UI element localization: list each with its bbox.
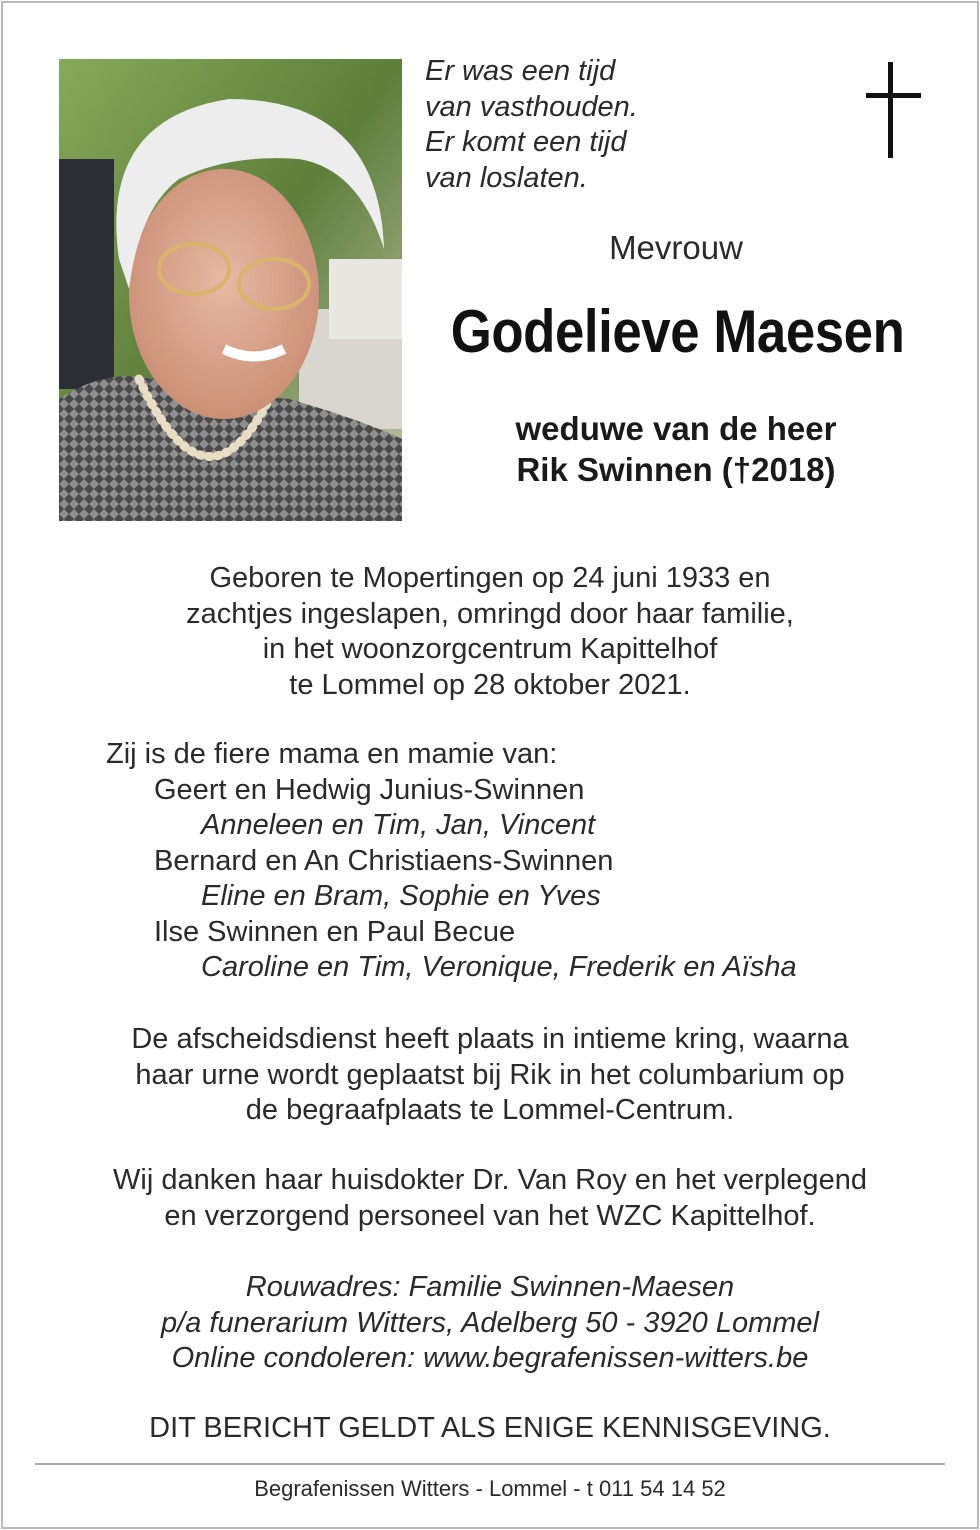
family-intro: Zij is de fiere mama en mamie van: [106, 738, 558, 770]
text-line: en verzorgend personeel van het WZC Kapittelhof. [164, 1199, 816, 1232]
text-line: Wij danken haar huisdokter Dr. Van Roy en het verplegend [113, 1164, 867, 1196]
portrait-photo [59, 59, 402, 521]
address-paragraph [0, 1270, 980, 1377]
notice: DIT BERICHT GELDT ALS ENIGE KENNISGEVING. [149, 1412, 831, 1444]
footer: Begrafenissen Witters - Lommel - t 011 54 14 52 [254, 1476, 726, 1501]
divider [35, 1463, 945, 1465]
poem-line: van loslaten. [425, 161, 588, 194]
grandchildren-names: Eline en Bram, Sophie en Yves [201, 880, 601, 912]
text-line: de begraafplaats te Lommel-Centrum. [245, 1094, 735, 1126]
portrait-image [59, 59, 402, 521]
text-line: Rouwadres: Familie Swinnen-Maesen [245, 1271, 735, 1303]
cross-icon-vertical [888, 62, 893, 158]
widow-line: weduwe van de heer [515, 410, 837, 447]
poem [425, 54, 785, 196]
deceased-name: Godelieve Maesen [450, 298, 905, 365]
child-names: Bernard en An Christiaens-Swinnen [154, 844, 614, 877]
text-line: in het woonzorgcentrum Kapittelhof [262, 633, 718, 665]
cross-icon-horizontal [866, 93, 921, 98]
birth-death-paragraph [0, 561, 980, 703]
grandchildren-names: Caroline en Tim, Veronique, Frederik en Aïsha [201, 951, 797, 983]
website-link[interactable]: Online condoleren: www.begrafenissen-witters.be [171, 1342, 809, 1374]
child-names: Ilse Swinnen en Paul Becue [154, 915, 516, 948]
text-line: p/a funerarium Witters, Adelberg 50 - 3920 Lommel [161, 1306, 819, 1339]
text-line: Geboren te Mopertingen op 24 juni 1933 en [209, 562, 771, 594]
poem-line: Er was een tijd [425, 55, 616, 87]
widow-of [420, 408, 932, 490]
widow-line: Rik Swinnen (†2018) [516, 451, 836, 488]
child-names: Geert en Hedwig Junius-Swinnen [154, 773, 585, 806]
text-line: haar urne wordt geplaatst bij Rik in het columbarium op [135, 1058, 845, 1091]
service-paragraph [0, 1022, 980, 1129]
thanks-paragraph [0, 1163, 980, 1234]
grandchildren-names: Anneleen en Tim, Jan, Vincent [201, 809, 596, 841]
poem-line: Er komt een tijd [425, 126, 627, 158]
salutation: Mevrouw [609, 229, 743, 266]
text-line: te Lommel op 28 oktober 2021. [289, 668, 691, 701]
text-line: zachtjes ingeslapen, omringd door haar familie, [186, 597, 794, 630]
family-list [106, 737, 797, 986]
text-line: De afscheidsdienst heeft plaats in intieme kring, waarna [131, 1023, 849, 1055]
poem-line: van vasthouden. [425, 90, 638, 123]
